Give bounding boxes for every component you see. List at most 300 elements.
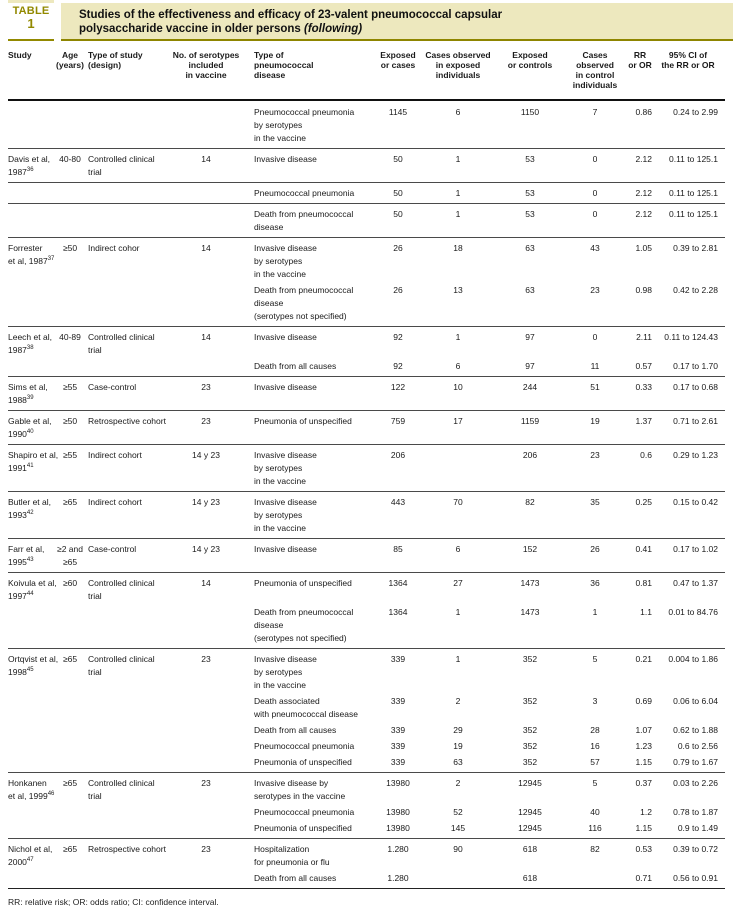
cell-age: ≥60 bbox=[52, 573, 88, 607]
table-row bbox=[8, 756, 725, 773]
table-row bbox=[8, 695, 725, 724]
cell-design bbox=[88, 740, 158, 756]
cell-disease: Pneumococcal pneumonia bbox=[254, 741, 355, 751]
cell-controls: 1159 bbox=[495, 411, 565, 445]
cell-controls: 152 bbox=[495, 539, 565, 573]
cell-cases-control: 16 bbox=[590, 741, 600, 751]
cell-disease: Death associated with pneumococcal disease bbox=[254, 696, 358, 719]
cell-disease: Invasive disease bbox=[254, 377, 375, 411]
cell-cases-exposed: 6 bbox=[455, 361, 461, 371]
cell-study bbox=[8, 756, 52, 773]
cell-design: Controlled clinical trial bbox=[88, 149, 158, 183]
cell-ci: 0.11 to 125.1 bbox=[655, 149, 725, 183]
cell-disease: Pneumonia of unspecified bbox=[254, 757, 352, 767]
cell-disease: Invasive disease bbox=[254, 149, 375, 183]
table-row bbox=[8, 806, 725, 822]
cell-cases-control: 0 bbox=[565, 327, 625, 361]
cell-age: ≥65 bbox=[52, 649, 88, 696]
cell-controls: 352 bbox=[495, 649, 565, 696]
cell-exposed: 339 bbox=[390, 725, 406, 735]
cell-ci: 0.9 to 1.49 bbox=[677, 823, 718, 833]
cell-serotypes bbox=[158, 204, 254, 238]
cell-ci: 0.78 to 1.87 bbox=[673, 807, 718, 817]
reference-number: 38 bbox=[26, 345, 34, 352]
cell-controls: 12945 bbox=[518, 807, 542, 817]
cell-controls: 1473 bbox=[520, 607, 540, 617]
table-row bbox=[8, 573, 725, 607]
cell-study bbox=[8, 100, 52, 149]
cell-cases-control: 5 bbox=[565, 773, 625, 807]
cell-exposed: 339 bbox=[390, 696, 406, 706]
cell-age bbox=[52, 284, 88, 327]
cell-cases-control: 0 bbox=[565, 149, 625, 183]
cell-age bbox=[52, 724, 88, 740]
cell-disease: Death from pneumococcal disease (serotypes not specified) bbox=[254, 607, 354, 643]
table-masthead bbox=[0, 0, 733, 41]
cell-design: Retrospective cohort bbox=[88, 839, 158, 873]
cell-cases-control: 36 bbox=[565, 573, 625, 607]
cell-cases-exposed: 1 bbox=[421, 649, 495, 696]
cell-cases-exposed: 17 bbox=[421, 411, 495, 445]
cell-age: 40-89 bbox=[52, 327, 88, 361]
cell-serotypes bbox=[158, 822, 254, 839]
cell-disease: Invasive disease bbox=[254, 327, 375, 361]
cell-controls: 618 bbox=[522, 873, 538, 883]
cell-study: Sims et al, 1988$^{39}$ bbox=[8, 377, 52, 411]
cell-study bbox=[8, 740, 52, 756]
cell-study: Shapiro et al, 1991$^{41}$ bbox=[8, 445, 52, 492]
cell-disease: Pneumonia of unspecified bbox=[254, 411, 375, 445]
cell-controls: 206 bbox=[495, 445, 565, 492]
cell-design bbox=[88, 724, 158, 740]
cell-rr: 0.25 bbox=[625, 492, 655, 539]
cell-controls: 53 bbox=[495, 204, 565, 238]
table-row bbox=[8, 411, 725, 445]
cell-design: Controlled clinical trial bbox=[88, 573, 158, 607]
cell-cases-control: 28 bbox=[590, 725, 600, 735]
cell-disease: Death from pneumococcal disease (serotypes not specified) bbox=[254, 285, 354, 321]
cell-rr: 0.21 bbox=[625, 649, 655, 696]
cell-exposed: 206 bbox=[375, 445, 421, 492]
cell-design: Controlled clinical trial bbox=[88, 649, 158, 696]
cell-serotypes bbox=[158, 724, 254, 740]
cell-rr: 0.69 bbox=[635, 696, 652, 706]
cell-exposed: 1364 bbox=[388, 607, 408, 617]
cell-ci: 0.15 to 0.42 bbox=[655, 492, 725, 539]
cell-cases-control: 0 bbox=[565, 204, 625, 238]
cell-ci: 0.71 to 2.61 bbox=[655, 411, 725, 445]
cell-controls: 1473 bbox=[495, 573, 565, 607]
cell-design bbox=[88, 360, 158, 377]
cell-cases-exposed: 18 bbox=[421, 238, 495, 285]
reference-number: 40 bbox=[26, 429, 34, 436]
cell-rr: 1.23 bbox=[635, 741, 652, 751]
cell-age bbox=[52, 100, 88, 149]
cell-serotypes: 23 bbox=[158, 649, 254, 696]
table-row bbox=[8, 445, 725, 492]
cell-serotypes: 23 bbox=[158, 773, 254, 807]
cell-age: ≥65 bbox=[52, 839, 88, 873]
reference-number: 37 bbox=[47, 256, 55, 263]
cell-disease: Death from pneumococcal disease bbox=[254, 204, 375, 238]
cell-cases-control: 1 bbox=[592, 607, 598, 617]
cell-age: 40-80 bbox=[52, 149, 88, 183]
cell-exposed: 759 bbox=[375, 411, 421, 445]
table-row bbox=[8, 539, 725, 573]
cell-study: Farr et al, 1995$^{43}$ bbox=[8, 539, 52, 573]
cell-cases-control: 19 bbox=[565, 411, 625, 445]
cell-cases-exposed: 1 bbox=[455, 607, 461, 617]
cell-cases-control: 7 bbox=[592, 107, 598, 117]
cell-controls: 618 bbox=[495, 839, 565, 873]
cell-cases-control: 82 bbox=[565, 839, 625, 873]
cell-cases-control: 11 bbox=[590, 361, 600, 371]
cell-exposed: 26 bbox=[393, 285, 403, 295]
table-row bbox=[8, 649, 725, 696]
cell-ci: 0.004 to 1.86 bbox=[655, 649, 725, 696]
cell-age bbox=[52, 606, 88, 649]
col-header-design: Type of study (design) bbox=[88, 43, 158, 100]
cell-exposed: 92 bbox=[393, 361, 403, 371]
cell-controls: 12945 bbox=[518, 823, 542, 833]
cell-serotypes: 14 y 23 bbox=[158, 539, 254, 573]
table-row bbox=[8, 284, 725, 327]
cell-exposed: 339 bbox=[375, 649, 421, 696]
reference-number: 36 bbox=[26, 167, 34, 174]
cell-serotypes: 14 bbox=[158, 327, 254, 361]
cell-serotypes: 14 y 23 bbox=[158, 492, 254, 539]
cell-rr: 0.57 bbox=[635, 361, 652, 371]
cell-disease: Invasive disease by serotypes in the vaccine bbox=[254, 492, 375, 539]
cell-cases-exposed: 1 bbox=[421, 327, 495, 361]
cell-study: Gable et al, 1990$^{40}$ bbox=[8, 411, 52, 445]
col-header-serotypes: No. of serotypes included in vaccine bbox=[158, 43, 254, 100]
cell-cases-exposed: 70 bbox=[421, 492, 495, 539]
cell-cases-exposed: 52 bbox=[453, 807, 463, 817]
cell-controls: 82 bbox=[495, 492, 565, 539]
col-header-age: Age (years) bbox=[52, 43, 88, 100]
cell-study bbox=[8, 606, 52, 649]
cell-rr: 0.41 bbox=[625, 539, 655, 573]
reference-number: 41 bbox=[26, 463, 34, 470]
label-top-rule bbox=[8, 0, 54, 3]
cell-age bbox=[52, 756, 88, 773]
cell-cases-exposed: 19 bbox=[453, 741, 463, 751]
cell-cases-exposed: 6 bbox=[455, 107, 461, 117]
col-header-cases-control: Cases observed in control individuals bbox=[565, 43, 625, 100]
cell-rr: 2.12 bbox=[625, 183, 655, 204]
cell-serotypes: 23 bbox=[158, 377, 254, 411]
cell-cases-control: 0 bbox=[565, 183, 625, 204]
cell-rr: 1.15 bbox=[635, 757, 652, 767]
table-row bbox=[8, 360, 725, 377]
cell-disease: Pneumonia of unspecified bbox=[254, 573, 375, 607]
title-line-1: Studies of the effectiveness and efficacy of 23-valent pneumococcal capsular bbox=[79, 9, 503, 21]
cell-ci: 0.42 to 2.28 bbox=[673, 285, 718, 295]
cell-cases-exposed: 10 bbox=[421, 377, 495, 411]
title-line-2: polysaccharide vaccine in older persons bbox=[79, 23, 301, 35]
cell-age bbox=[52, 360, 88, 377]
cell-serotypes bbox=[158, 284, 254, 327]
cell-age bbox=[52, 183, 88, 204]
cell-rr: 1.15 bbox=[635, 823, 652, 833]
cell-study: Honkanen et al, 1999$^{46}$ bbox=[8, 773, 52, 807]
cell-disease: Invasive disease by serotypes in the vaccine bbox=[254, 649, 375, 696]
cell-disease: Pneumococcal pneumonia bbox=[254, 183, 375, 204]
cell-rr: 0.37 bbox=[625, 773, 655, 807]
cell-exposed: 339 bbox=[390, 757, 406, 767]
cell-study: Forrester et al, 1987$^{37}$ bbox=[8, 238, 52, 285]
cell-design bbox=[88, 822, 158, 839]
cell-rr: 2.12 bbox=[625, 149, 655, 183]
cell-rr: 0.53 bbox=[625, 839, 655, 873]
cell-study bbox=[8, 183, 52, 204]
cell-disease: Pneumococcal pneumonia bbox=[254, 807, 355, 817]
table-row bbox=[8, 606, 725, 649]
cell-exposed: 1145 bbox=[388, 107, 408, 117]
cell-cases-control: 23 bbox=[565, 445, 625, 492]
table-column-headers bbox=[8, 43, 725, 100]
cell-rr: 0.6 bbox=[625, 445, 655, 492]
cell-exposed: 26 bbox=[375, 238, 421, 285]
cell-exposed: 1.280 bbox=[375, 839, 421, 873]
label-bottom-rule bbox=[8, 39, 54, 41]
cell-age bbox=[52, 872, 88, 889]
cell-controls: 53 bbox=[495, 149, 565, 183]
cell-cases-control: 35 bbox=[565, 492, 625, 539]
cell-ci: 0.17 to 1.70 bbox=[673, 361, 718, 371]
col-header-exposed: Exposed or cases bbox=[375, 43, 421, 100]
cell-study: Nichol et al, 2000$^{47}$ bbox=[8, 839, 52, 873]
cell-ci: 0.62 to 1.88 bbox=[673, 725, 718, 735]
cell-ci: 0.11 to 125.1 bbox=[655, 204, 725, 238]
col-header-disease: Type of pneumococcal disease bbox=[254, 43, 375, 100]
cell-study bbox=[8, 822, 52, 839]
cell-study bbox=[8, 724, 52, 740]
cell-ci: 0.39 to 2.81 bbox=[655, 238, 725, 285]
table-label bbox=[8, 0, 54, 41]
cell-design: Case-control bbox=[88, 539, 158, 573]
cell-rr: 1.37 bbox=[625, 411, 655, 445]
cell-study: Davis et al, 1987$^{36}$ bbox=[8, 149, 52, 183]
reference-number: 46 bbox=[47, 791, 55, 798]
cell-ci: 0.01 to 84.76 bbox=[668, 607, 718, 617]
table-row bbox=[8, 773, 725, 807]
cell-study: Butler et al, 1993$^{42}$ bbox=[8, 492, 52, 539]
table-row bbox=[8, 740, 725, 756]
reference-number: 43 bbox=[26, 557, 34, 564]
cell-cases-control: 43 bbox=[565, 238, 625, 285]
cell-cases-control: 23 bbox=[590, 285, 600, 295]
cell-cases-exposed: 27 bbox=[421, 573, 495, 607]
table-row bbox=[8, 377, 725, 411]
cell-rr: 0.98 bbox=[635, 285, 652, 295]
cell-design: Indirect cohort bbox=[88, 445, 158, 492]
cell-study bbox=[8, 360, 52, 377]
cell-disease: Death from all causes bbox=[254, 873, 337, 883]
cell-exposed: 50 bbox=[375, 149, 421, 183]
cell-ci: 0.17 to 0.68 bbox=[655, 377, 725, 411]
cell-controls: 352 bbox=[522, 741, 538, 751]
cell-cases-exposed: 29 bbox=[453, 725, 463, 735]
reference-number: 39 bbox=[26, 395, 34, 402]
cell-serotypes bbox=[158, 606, 254, 649]
cell-controls: 352 bbox=[522, 757, 538, 767]
cell-study bbox=[8, 204, 52, 238]
cell-design: Controlled clinical trial bbox=[88, 327, 158, 361]
cell-cases-exposed: 1 bbox=[421, 204, 495, 238]
cell-ci: 0.6 to 2.56 bbox=[677, 741, 718, 751]
cell-serotypes: 14 bbox=[158, 149, 254, 183]
cell-ci: 0.24 to 2.99 bbox=[673, 107, 718, 117]
cell-rr: 1.07 bbox=[635, 725, 652, 735]
cell-serotypes bbox=[158, 695, 254, 724]
cell-serotypes: 23 bbox=[158, 411, 254, 445]
cell-exposed: 50 bbox=[375, 204, 421, 238]
cell-ci: 0.39 to 0.72 bbox=[655, 839, 725, 873]
cell-disease: Invasive disease by serotypes in the vaccine bbox=[254, 238, 375, 285]
cell-cases-exposed: 145 bbox=[450, 823, 466, 833]
cell-serotypes: 14 bbox=[158, 573, 254, 607]
cell-controls: 352 bbox=[522, 696, 538, 706]
cell-disease: Hospitalization for pneumonia or flu bbox=[254, 839, 375, 873]
cell-serotypes bbox=[158, 360, 254, 377]
cell-study bbox=[8, 284, 52, 327]
cell-disease: Invasive disease bbox=[254, 539, 375, 573]
table-row bbox=[8, 100, 725, 149]
cell-exposed: 85 bbox=[375, 539, 421, 573]
cell-serotypes bbox=[158, 183, 254, 204]
cell-ci: 0.11 to 125.1 bbox=[655, 183, 725, 204]
cell-age: ≥50 bbox=[52, 411, 88, 445]
cell-ci: 0.03 to 2.26 bbox=[655, 773, 725, 807]
cell-rr: 0.86 bbox=[635, 107, 652, 117]
cell-cases-exposed: 13 bbox=[453, 285, 463, 295]
cell-design bbox=[88, 284, 158, 327]
cell-controls: 97 bbox=[525, 361, 535, 371]
cell-age bbox=[52, 806, 88, 822]
table-row bbox=[8, 872, 725, 889]
cell-serotypes bbox=[158, 740, 254, 756]
cell-age: ≥55 bbox=[52, 445, 88, 492]
cell-design bbox=[88, 756, 158, 773]
cell-exposed: 1.280 bbox=[387, 873, 409, 883]
cell-design: Indirect cohort bbox=[88, 492, 158, 539]
cell-rr: 0.81 bbox=[625, 573, 655, 607]
cell-ci: 0.11 to 124.43 bbox=[655, 327, 725, 361]
cell-design bbox=[88, 100, 158, 149]
cell-cases-exposed bbox=[421, 872, 495, 889]
cell-serotypes: 23 bbox=[158, 839, 254, 873]
cell-cases-exposed: 2 bbox=[421, 773, 495, 807]
cell-disease: Invasive disease by serotypes in the vaccine bbox=[254, 445, 375, 492]
cell-design: Indirect cohor bbox=[88, 238, 158, 285]
cell-design bbox=[88, 204, 158, 238]
studies-table bbox=[8, 43, 725, 889]
cell-rr: 2.12 bbox=[625, 204, 655, 238]
cell-controls: 352 bbox=[522, 725, 538, 735]
cell-ci: 0.79 to 1.67 bbox=[673, 757, 718, 767]
col-header-cases-exposed: Cases observed in exposed individuals bbox=[421, 43, 495, 100]
reference-number: 44 bbox=[26, 591, 34, 598]
cell-cases-exposed: 63 bbox=[453, 757, 463, 767]
cell-design bbox=[88, 872, 158, 889]
col-header-ci: 95% CI of the RR or OR bbox=[655, 43, 725, 100]
table-row bbox=[8, 822, 725, 839]
cell-disease: Death from all causes bbox=[254, 361, 337, 371]
cell-study: Leech et al, 1987$^{38}$ bbox=[8, 327, 52, 361]
reference-number: 45 bbox=[26, 667, 34, 674]
table-row bbox=[8, 204, 725, 238]
cell-exposed: 13980 bbox=[386, 823, 410, 833]
cell-controls: 97 bbox=[495, 327, 565, 361]
cell-disease: Death from all causes bbox=[254, 725, 337, 735]
cell-rr: 1.2 bbox=[640, 807, 652, 817]
cell-rr: 0.71 bbox=[635, 873, 652, 883]
cell-cases-control: 3 bbox=[592, 696, 598, 706]
cell-serotypes: 14 y 23 bbox=[158, 445, 254, 492]
table-label-number: 1 bbox=[27, 16, 35, 31]
table-row bbox=[8, 238, 725, 285]
cell-design: Case-control bbox=[88, 377, 158, 411]
cell-ci: 0.56 to 0.91 bbox=[673, 873, 718, 883]
header-row bbox=[8, 43, 725, 100]
cell-controls: 1150 bbox=[520, 107, 540, 117]
cell-cases-control: 26 bbox=[565, 539, 625, 573]
cell-serotypes: 14 bbox=[158, 238, 254, 285]
reference-number: 47 bbox=[26, 857, 34, 864]
cell-disease: Invasive disease by serotypes in the vaccine bbox=[254, 773, 375, 807]
col-header-rr: RR or OR bbox=[625, 43, 655, 100]
cell-design bbox=[88, 606, 158, 649]
cell-design bbox=[88, 695, 158, 724]
cell-study: Koivula et al, 1997$^{44}$ bbox=[8, 573, 52, 607]
cell-serotypes bbox=[158, 100, 254, 149]
cell-age bbox=[52, 740, 88, 756]
cell-cases-exposed: 6 bbox=[421, 539, 495, 573]
table-row bbox=[8, 149, 725, 183]
col-header-study: Study bbox=[8, 43, 52, 100]
cell-exposed: 443 bbox=[375, 492, 421, 539]
cell-age: ≥65 bbox=[52, 773, 88, 807]
cell-age: ≥65 bbox=[52, 492, 88, 539]
col-header-controls: Exposed or controls bbox=[495, 43, 565, 100]
cell-controls: 12945 bbox=[495, 773, 565, 807]
cell-exposed: 50 bbox=[375, 183, 421, 204]
cell-controls: 63 bbox=[525, 285, 535, 295]
cell-serotypes bbox=[158, 872, 254, 889]
cell-cases-control: 40 bbox=[590, 807, 600, 817]
cell-controls: 244 bbox=[495, 377, 565, 411]
cell-exposed: 13980 bbox=[386, 807, 410, 817]
cell-cases-control: 51 bbox=[565, 377, 625, 411]
table-row bbox=[8, 839, 725, 873]
cell-age: ≥50 bbox=[52, 238, 88, 285]
footnote: RR: relative risk; OR: odds ratio; CI: confidence interval. bbox=[8, 897, 219, 907]
cell-cases-control: 57 bbox=[590, 757, 600, 767]
cell-rr: 0.33 bbox=[625, 377, 655, 411]
cell-design: Retrospective cohort bbox=[88, 411, 158, 445]
table-row bbox=[8, 724, 725, 740]
cell-age bbox=[52, 204, 88, 238]
cell-age bbox=[52, 822, 88, 839]
table-body bbox=[8, 100, 725, 889]
cell-age: ≥2 and ≥65 bbox=[52, 539, 88, 573]
cell-ci: 0.29 to 1.23 bbox=[655, 445, 725, 492]
cell-cases-exposed: 2 bbox=[455, 696, 461, 706]
cell-study bbox=[8, 872, 52, 889]
cell-rr: 1.1 bbox=[640, 607, 652, 617]
